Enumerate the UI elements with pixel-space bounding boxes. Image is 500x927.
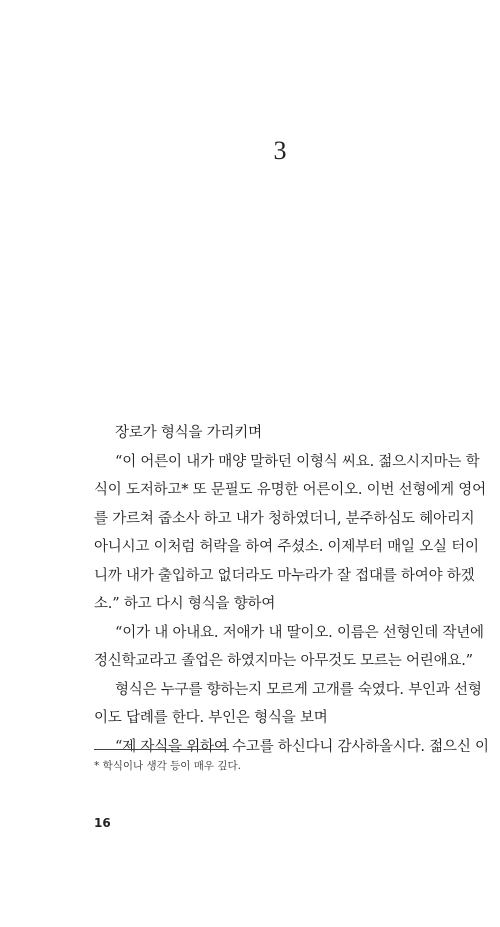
footnote-divider bbox=[94, 749, 229, 750]
body-text bbox=[94, 419, 490, 761]
text-line: 이도 답례를 한다. 부인은 형식을 보며 bbox=[94, 710, 328, 726]
text-line: “이가 내 아내요. 저애가 내 딸이오. 이름은 선형인데 작년에 bbox=[115, 624, 484, 641]
footnote: * 학식이나 생각 등이 매우 깊다. bbox=[94, 760, 241, 772]
text-line: 식이 도저하고* 또 문필도 유명한 어른이오. 이번 선형에게 영어 bbox=[94, 482, 486, 498]
text-line: 정신학교라고 졸업은 하였지마는 아무것도 모르는 어린애요.” bbox=[94, 653, 473, 669]
text-line: 형식은 누구를 향하는지 모르게 고개를 숙였다. 부인과 선형 bbox=[115, 681, 482, 698]
text-line: 장로가 형식을 가리키며 bbox=[115, 425, 262, 441]
text-line: 니까 내가 출입하고 없더라도 마누라가 잘 접대를 하여야 하겠 bbox=[94, 567, 475, 584]
text-line: 를 가르쳐 줍소사 하고 내가 청하였더니, 분주하심도 헤아리지 bbox=[94, 510, 475, 527]
text-line: “제 자식을 위하여 수고를 하신다니 감사하올시다. 젊으신 이 bbox=[115, 738, 489, 755]
text-line: 아니시고 이처럼 허락을 하여 주셨소. 이제부터 매일 오실 터이 bbox=[94, 539, 479, 555]
text-line: 소.” 하고 다시 형식을 향하여 bbox=[94, 596, 276, 612]
text-line: “이 어른이 내가 매양 말하던 이형식 씨요. 젊으시지마는 학 bbox=[115, 453, 480, 470]
chapter-number: 3 bbox=[273, 136, 287, 165]
page-number: 16 bbox=[94, 816, 111, 830]
